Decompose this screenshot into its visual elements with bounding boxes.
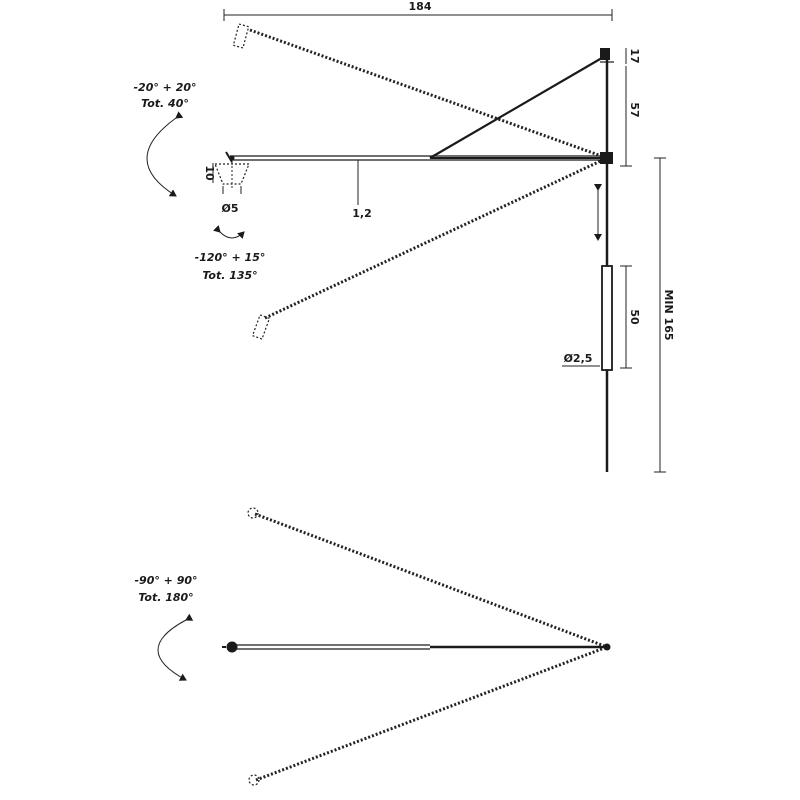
arm-height-label: 57 [628,102,641,118]
rod-length-dimension [620,266,641,368]
double-arrow-icon [220,232,244,238]
arm-upper-position [233,24,607,158]
rod-diameter-dimension [562,352,600,366]
lamp-diameter-dimension [221,186,241,215]
swing-upper-position [255,514,607,647]
overall-length-label: 184 [408,0,432,13]
overall-length-dimension [224,0,612,21]
arm-tube-label: 1,2 [352,207,372,220]
arm-tube-dimension [352,160,372,220]
main-arm [230,156,605,160]
head-rotation [195,232,266,282]
lamp-head-top [227,642,238,653]
top-offset-label: 17 [628,48,641,64]
horizontal-swing-range: -90° + 90° [134,574,198,587]
swing-lower-position [256,647,607,780]
arm-height-dimension [620,66,641,166]
min-height-dimension [654,158,675,472]
top-view [134,508,610,785]
vertical-tilt-range: -20° + 20° [133,81,197,94]
adjustable-rod [602,266,612,370]
top-offset-dimension [626,48,641,64]
lamp-head [215,152,249,190]
horizontal-swing-total: Tot. 180° [138,591,194,604]
support-cable [430,55,607,158]
head-rotation-total: Tot. 135° [202,269,258,282]
top-view-arm [222,642,611,653]
vertical-tilt [133,81,196,196]
wall-pole [600,48,614,472]
vertical-tilt-total: Tot. 40° [141,97,189,110]
head-rotation-range: -120° + 15° [194,251,266,264]
min-height-label: MIN 165 [662,289,675,341]
rotation-arrow-icon [158,620,186,680]
rod-diameter-label: Ø2,5 [563,352,593,365]
rod-length-label: 50 [628,309,641,325]
arm-lower-position [253,158,607,339]
lamp-height-label: 10 [203,165,216,181]
rotation-arrow-icon [147,118,176,196]
horizontal-swing [134,574,197,680]
side-view [133,0,675,472]
lamp-diameter-label: Ø5 [221,202,239,215]
lamp-height-dimension [203,163,216,183]
